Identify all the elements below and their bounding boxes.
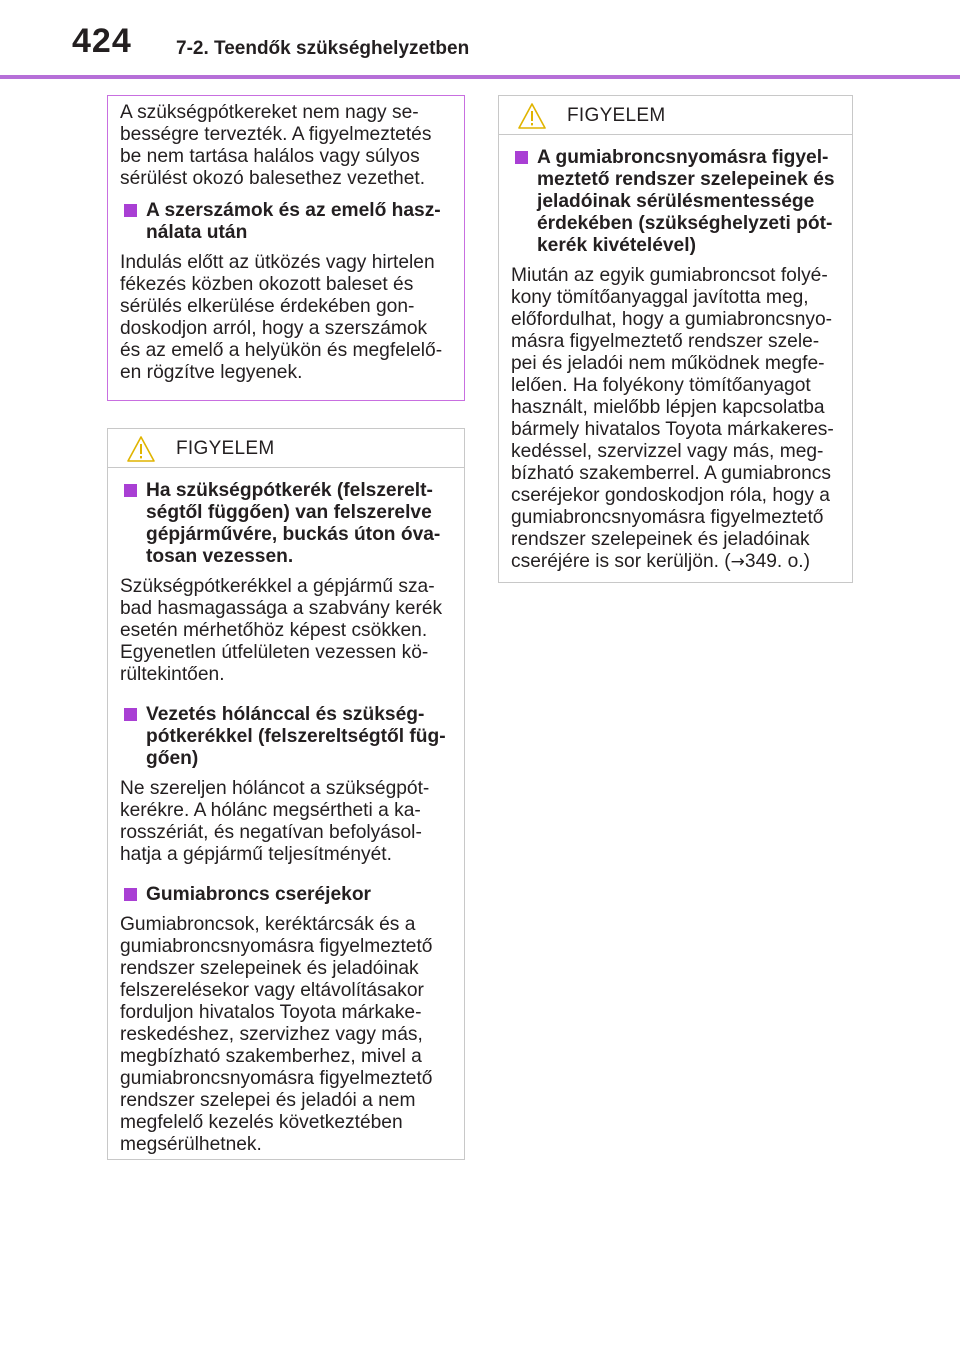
section-heading bbox=[120, 704, 452, 770]
section-body-text: Gumiabroncsok, keréktárcsák és a gumiabroncsnyomásra figyelmeztető rendszer szelepeinek és jeladóinak felszerelésekor vagy eltávolításakor forduljon hivatalos Toyota márkake-reskedéshez, szervizhez vagy más, megbízható szakemberhez, mivel a gumiabroncsnyomásra figyelmeztető rendszer szelepei és jeladói a nem megfelelő kezelés következtében megsérülhetnek. bbox=[120, 914, 433, 1155]
page-ref-arrow: → bbox=[730, 552, 745, 572]
bullet-square-icon bbox=[124, 204, 137, 217]
continued-intro-text: A szükségpótkereket nem nagy se-bességre tervezték. A figyelmeztetés be nem tartása halálos vagy súlyos sérülést okozó balesethez vezethet. bbox=[120, 102, 432, 189]
section-heading bbox=[120, 480, 452, 568]
body-text: Miután az egyik gumiabroncsot folyé-kony tömítőanyaggal javította meg, előfordulhat, hogy a gumiabroncsnyo-másra figyelmeztető rendszer szele-pei és jeladói nem működnek megfe-lelően. Ha folyékony tömítőanyagot használt, mielőbb lépjen kapcsolatba bármely hivatalos Toyota márkakeres-kedéssel, szervizzel vagy más, meg-bízható szakemberrel. A gumiabroncs cseréjekor gondoskodjon róla, hogy a gumiabroncsnyomásra figyelmeztető rendszer szelepeinek és jeladóinak cseréjére is sor kerüljön. ( bbox=[511, 265, 834, 572]
warning-box-body bbox=[108, 468, 464, 1176]
continued-warning-box bbox=[107, 95, 465, 401]
bullet-square-icon bbox=[124, 888, 137, 901]
section-heading-text: A szerszámok és az emelő hasz-nálata után bbox=[146, 200, 441, 243]
section-body-text: Szükségpótkerékkel a gépjármű sza-bad hasmagassága a szabvány kerék esetén mérhetőhöz képest csökken. Egyenetlen útfelületen vezessen kö-rültekintően. bbox=[120, 576, 443, 685]
warning-box-header bbox=[108, 429, 464, 468]
header-divider bbox=[0, 75, 960, 79]
bullet-square-icon bbox=[515, 151, 528, 164]
warning-box-header bbox=[499, 96, 852, 135]
warning-label: FIGYELEM bbox=[567, 105, 666, 126]
warning-triangle-icon bbox=[517, 102, 547, 130]
section-heading-text: A gumiabroncsnyomásra figyel-meztető rendszer szelepeinek és jeladóinak sérülésmentessége érdekében (szükséghelyzeti pót-kerék kivételével) bbox=[537, 147, 835, 256]
section-body-text bbox=[511, 265, 840, 573]
page-reference-link[interactable]: 349. o.) bbox=[744, 551, 810, 572]
section-heading-text: Ha szükségpótkerék (felszerelt-ségtől függően) van felszerelve gépjárművére, buckás úton óva-tosan vezessen. bbox=[146, 480, 441, 567]
section-title: 7-2. Teendők szükséghelyzetben bbox=[176, 38, 470, 59]
section-heading-text: Vezetés hólánccal és szükség-pótkerékkel (felszereltségtől füg-gően) bbox=[146, 704, 446, 769]
bullet-square-icon bbox=[124, 708, 137, 721]
section-heading bbox=[120, 884, 452, 906]
section-heading bbox=[511, 147, 840, 257]
section-heading bbox=[120, 200, 452, 244]
warning-triangle-icon bbox=[126, 435, 156, 463]
warning-box-left bbox=[107, 428, 465, 1160]
warning-box-right bbox=[498, 95, 853, 583]
section-heading-text: Gumiabroncs cseréjekor bbox=[146, 884, 372, 905]
page-header bbox=[0, 0, 960, 80]
section-body-text: Ne szereljen hóláncot a szükségpót-kerékre. A hólánc megsértheti a ka-rosszériát, és negatívan befolyásol-hatja a gépjármű teljesítményét. bbox=[120, 778, 430, 865]
section-body-text: Indulás előtt az ütközés vagy hirtelen fékezés közben okozott baleset és sérülés elkerülése érdekében gon-doskodjon arról, hogy a szerszámok és az emelő a helyükön és megfelelő-en rögzítve legyenek. bbox=[120, 252, 443, 383]
warning-box-body bbox=[499, 135, 852, 593]
page-number: 424 bbox=[72, 22, 132, 60]
bullet-square-icon bbox=[124, 484, 137, 497]
warning-label: FIGYELEM bbox=[176, 438, 275, 459]
